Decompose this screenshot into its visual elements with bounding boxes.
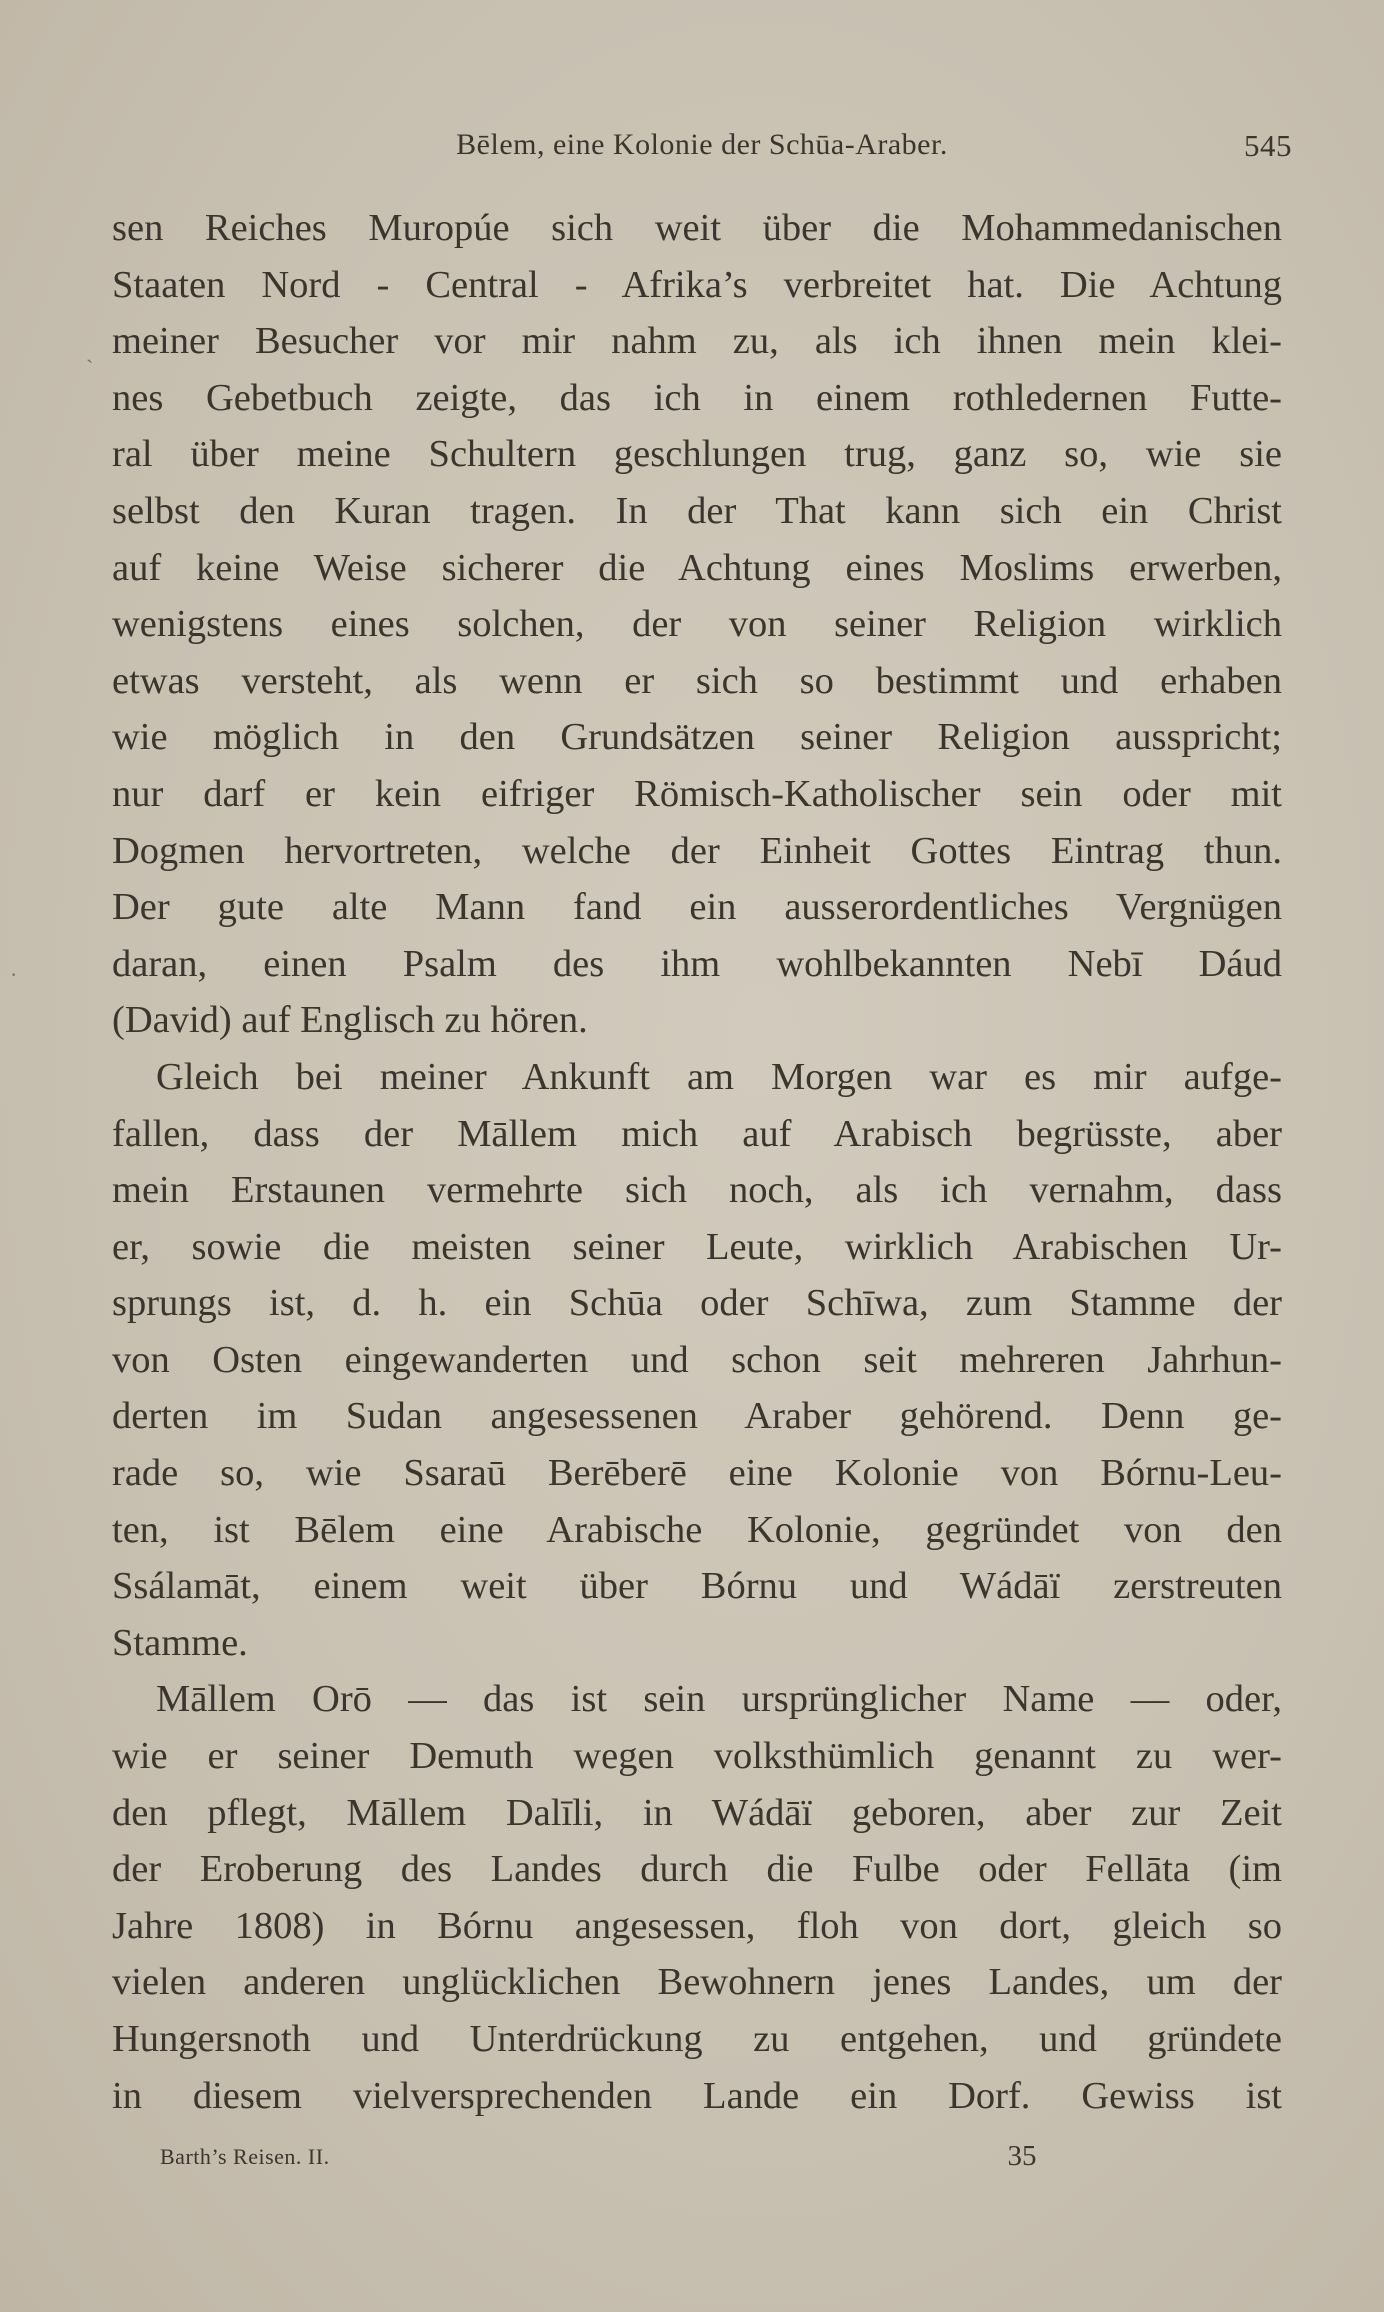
text-line: wie möglich in den Grundsätzen seiner Religion ausspricht;: [112, 716, 1282, 759]
margin-dot-mark: ·: [10, 962, 18, 987]
margin-tick-mark: ˎ: [86, 338, 94, 363]
text-line: der Eroberung des Landes durch die Fulbe oder Fellāta (im: [112, 1848, 1282, 1891]
running-head: [112, 124, 1292, 170]
text-line: Der gute alte Mann fand ein ausserordentliches Vergnügen: [112, 886, 1282, 929]
text-line: rade so, wie Ssaraū Berēberē eine Kolonie von Bórnu-Leu-: [112, 1452, 1282, 1495]
text-line: meiner Besucher vor mir nahm zu, als ich ihnen mein klei-: [112, 320, 1282, 363]
text-line: nes Gebetbuch zeigte, das ich in einem rothledernen Futte-: [112, 376, 1282, 419]
text-line: nur darf er kein eifriger Römisch-Katholischer sein oder mit: [112, 772, 1282, 815]
text-line: selbst den Kuran tragen. In der That kann sich ein Christ: [112, 489, 1282, 532]
paragraph: [112, 1671, 1282, 2124]
text-line: Dogmen hervortreten, welche der Einheit Gottes Eintrag thun.: [112, 829, 1282, 872]
text-line: daran, einen Psalm des ihm wohlbekannten Nebī Dáud: [112, 942, 1282, 985]
text-line: sen Reiches Muropúe sich weit über die Mohammedanischen: [112, 207, 1282, 249]
page-footer: [160, 2138, 1260, 2178]
text-line: von Osten eingewanderten und schon seit mehreren Jahrhun-: [112, 1338, 1282, 1381]
paragraph: [112, 200, 1282, 1049]
running-title: Bēlem, eine Kolonie der Schūa-Araber.: [456, 128, 948, 161]
signature-number: 35: [1007, 2140, 1037, 2172]
text-line: sprungs ist, d. h. ein Schūa oder Schīwa, zum Stamme der: [112, 1282, 1282, 1325]
text-line: fallen, dass der Māllem mich auf Arabisch begrüsste, aber: [112, 1112, 1282, 1155]
text-line: derten im Sudan angesessenen Araber gehörend. Denn ge-: [112, 1395, 1282, 1438]
text-line: Jahre 1808) in Bórnu angesessen, floh von dort, gleich so: [112, 1904, 1282, 1947]
text-line: Staaten Nord - Central - Afrika’s verbreitet hat. Die Achtung: [112, 263, 1282, 306]
text-line: etwas versteht, als wenn er sich so bestimmt und erhaben: [112, 659, 1282, 702]
page-number: 545: [1244, 128, 1292, 163]
text-line: auf keine Weise sicherer die Achtung eines Moslims erwerben,: [112, 546, 1282, 589]
text-line: Māllem Orō — das ist sein ursprünglicher Name — oder,: [156, 1678, 1282, 1721]
text-line: ten, ist Bēlem eine Arabische Kolonie, gegründet von den: [112, 1508, 1282, 1551]
text-line: Hungersnoth und Unterdrückung zu entgehen, und gründete: [112, 2018, 1282, 2060]
text-line: wie er seiner Demuth wegen volksthümlich genannt zu wer-: [112, 1735, 1282, 1778]
text-line: vielen anderen unglücklichen Bewohnern jenes Landes, um der: [112, 1961, 1282, 2004]
body-text: [112, 200, 1282, 2124]
text-line: er, sowie die meisten seiner Leute, wirklich Arabischen Ur-: [112, 1225, 1282, 1268]
text-line: wenigstens eines solchen, der von seiner Religion wirklich: [112, 603, 1282, 646]
text-line: Gleich bei meiner Ankunft am Morgen war es mir aufge-: [156, 1055, 1282, 1098]
text-line: den pflegt, Māllem Dalīli, in Wádāï geboren, aber zur Zeit: [112, 1791, 1282, 1834]
signature-title: Barth’s Reisen. II.: [160, 2144, 330, 2169]
text-line: (David) auf Englisch zu hören.: [112, 999, 588, 1042]
text-line: Stamme.: [112, 1621, 248, 1664]
text-line: mein Erstaunen vermehrte sich noch, als ich vernahm, dass: [112, 1169, 1282, 1212]
text-line: in diesem vielversprechenden Lande ein Dorf. Gewiss ist: [112, 2074, 1282, 2117]
text-line: ral über meine Schultern geschlungen trug, ganz so, wie sie: [112, 433, 1282, 476]
text-line: Ssálamāt, einem weit über Bórnu und Wádāï zerstreuten: [112, 1565, 1282, 1608]
paragraph: [112, 1049, 1282, 1672]
